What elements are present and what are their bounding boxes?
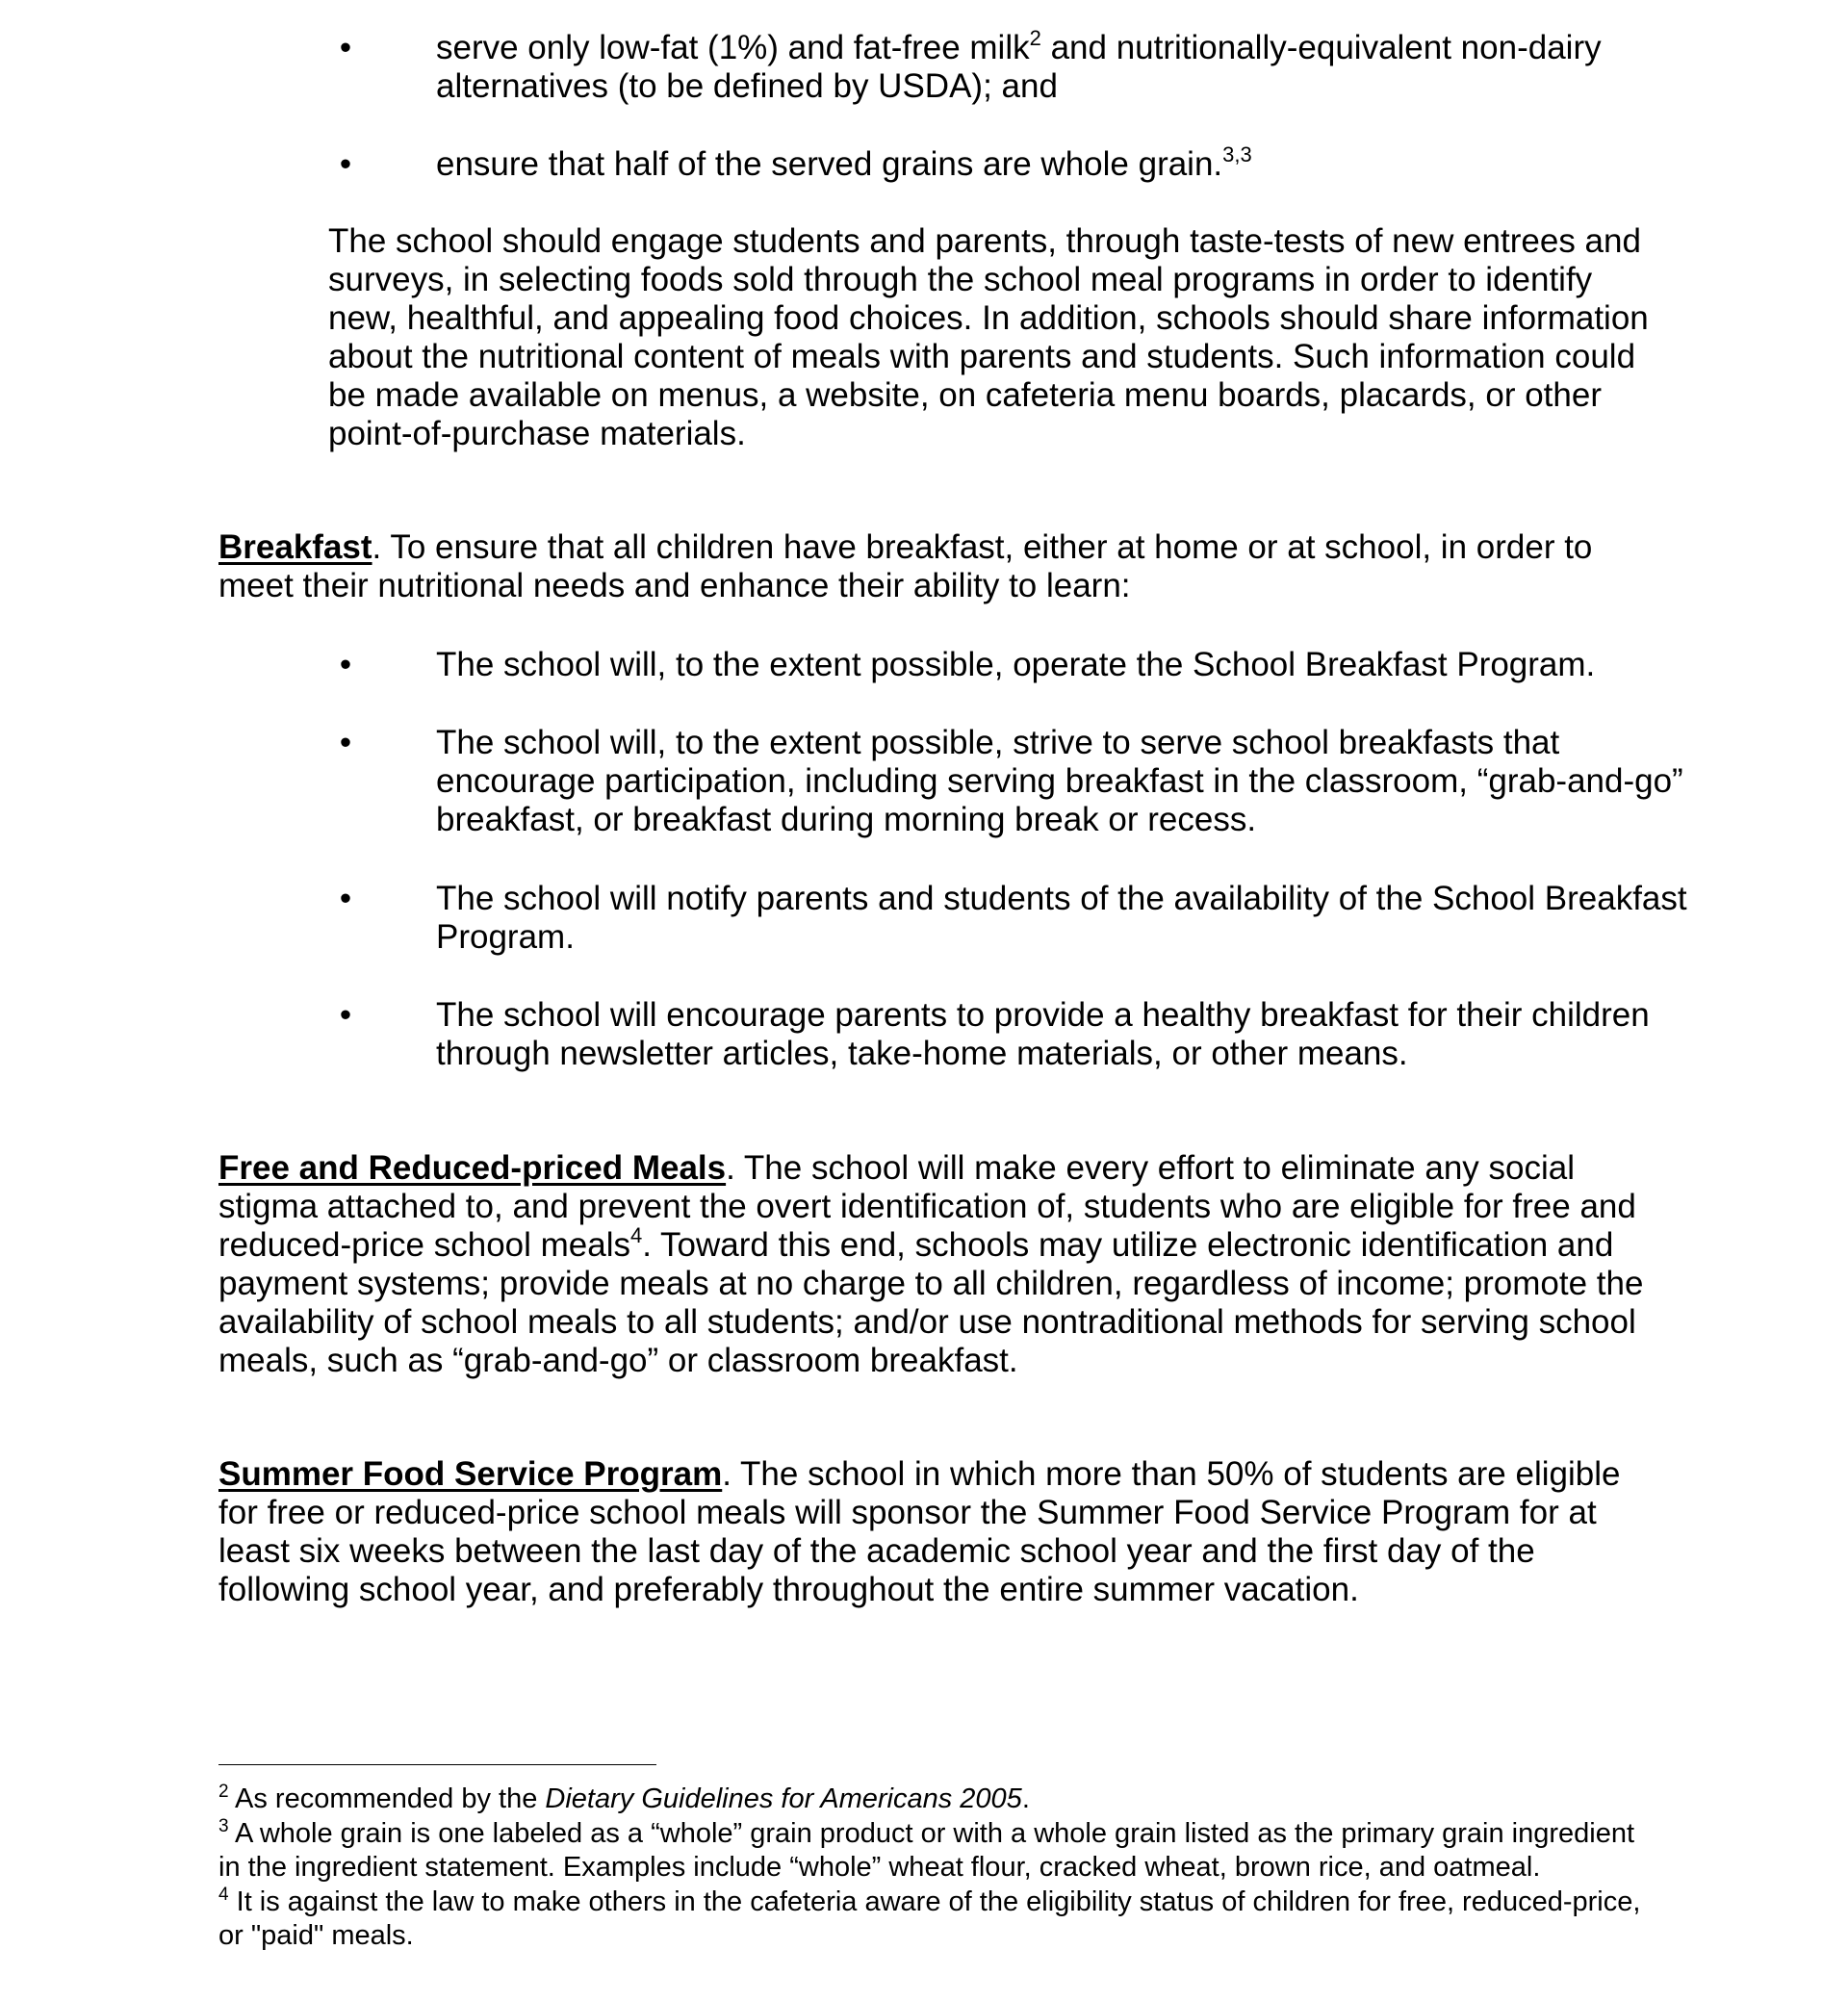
bullet-text: The school will notify parents and students of the availability of the School Breakfast Program. xyxy=(436,880,1687,956)
footnote-number: 2 xyxy=(218,1782,229,1802)
bullet-marker: • xyxy=(339,724,352,761)
bullet-text: ensure that half of the served grains are whole grain.$^{3,3}$ xyxy=(436,142,1252,183)
free-reduced-heading: Free and Reduced-priced Meals xyxy=(218,1149,727,1187)
bullet-text: The school will, to the extent possible, strive to serve school breakfasts that encourage participation, including serving breakfast in the classroom, “grab-and-go” breakfast, or breakfast during morning break or recess. xyxy=(436,724,1683,838)
footnotes xyxy=(218,1783,1662,1954)
breakfast-heading: Breakfast xyxy=(218,528,372,566)
bullet-marker: • xyxy=(339,145,352,183)
footnote-ref: 4 xyxy=(629,1223,643,1247)
bullet-marker: • xyxy=(339,880,352,917)
footnote-divider xyxy=(218,1764,656,1765)
bullet-marker: • xyxy=(339,29,352,66)
bullet-marker: • xyxy=(339,996,352,1034)
breakfast-paragraph: Breakfast. To ensure that all children have breakfast, either at home or at school, in order to meet their nutritional needs and enhance their ability to learn: xyxy=(218,528,1593,604)
bullet-marker: • xyxy=(339,646,352,683)
summer-paragraph: Summer Food Service Program. The school in which more than 50% of students are eligible for free or reduced-price school meals will sponsor the Summer Food Service Program for at least six weeks between the last day of the academic school year and the first day of the following school year, and preferably throughout the entire summer vacation. xyxy=(218,1455,1621,1608)
bullet-text: The school will encourage parents to provide a healthy breakfast for their children through newsletter articles, take-home materials, or other means. xyxy=(436,996,1650,1072)
bullet-text: serve only low-fat (1%) and fat-free milk$^2$ and nutritionally-equivalent non-dairy alternatives (to be defined by USDA); and xyxy=(436,26,1602,105)
footnote-ref: 3,3 xyxy=(1222,142,1252,167)
footnote-4: $^4$ It is against the law to make others in the cafeteria aware of the eligibility status of children for free, reduced-price, or "paid" meals. xyxy=(218,1884,1641,1951)
footnote-3: $^3$ A whole grain is one labeled as a “whole” grain product or with a whole grain listed as the primary grain ingredient in the ingredient statement. Examples include “whole” wheat flour, cracked wheat, brown rice, and oatmeal. xyxy=(218,1815,1635,1883)
footnote-ref: 2 xyxy=(1029,26,1041,50)
footnote-2: $^2$ As recommended by the Dietary Guidelines for Americans 2005. xyxy=(218,1782,1030,1814)
footnote-number: 3 xyxy=(218,1815,229,1836)
engage-paragraph: The school should engage students and parents, through taste-tests of new entrees and surveys, in selecting foods sold through the school meal programs in order to identify new, healthful, and appealing food choices. In addition, schools should share information about the nutritional content of meals with parents and students. Such information could be made available on menus, a website, on cafeteria menu boards, placards, or other point-of-purchase materials. xyxy=(328,222,1649,452)
free-reduced-paragraph: Free and Reduced-priced Meals. The school will make every effort to eliminate any social stigma attached to, and prevent the overt identification of, students who are eligible for free and reduced-price school meals$^4$. Toward this end, schools may utilize electronic identification and payment systems; provide meals at no charge to all children, regardless of income; promote the availability of school meals to all students; and/or use nontraditional methods for serving school meals, such as “grab-and-go” or classroom breakfast. xyxy=(218,1149,1644,1379)
footnote-number: 4 xyxy=(218,1884,229,1905)
bullet-text: The school will, to the extent possible, operate the School Breakfast Program. xyxy=(436,646,1596,683)
summer-heading: Summer Food Service Program xyxy=(218,1455,723,1493)
